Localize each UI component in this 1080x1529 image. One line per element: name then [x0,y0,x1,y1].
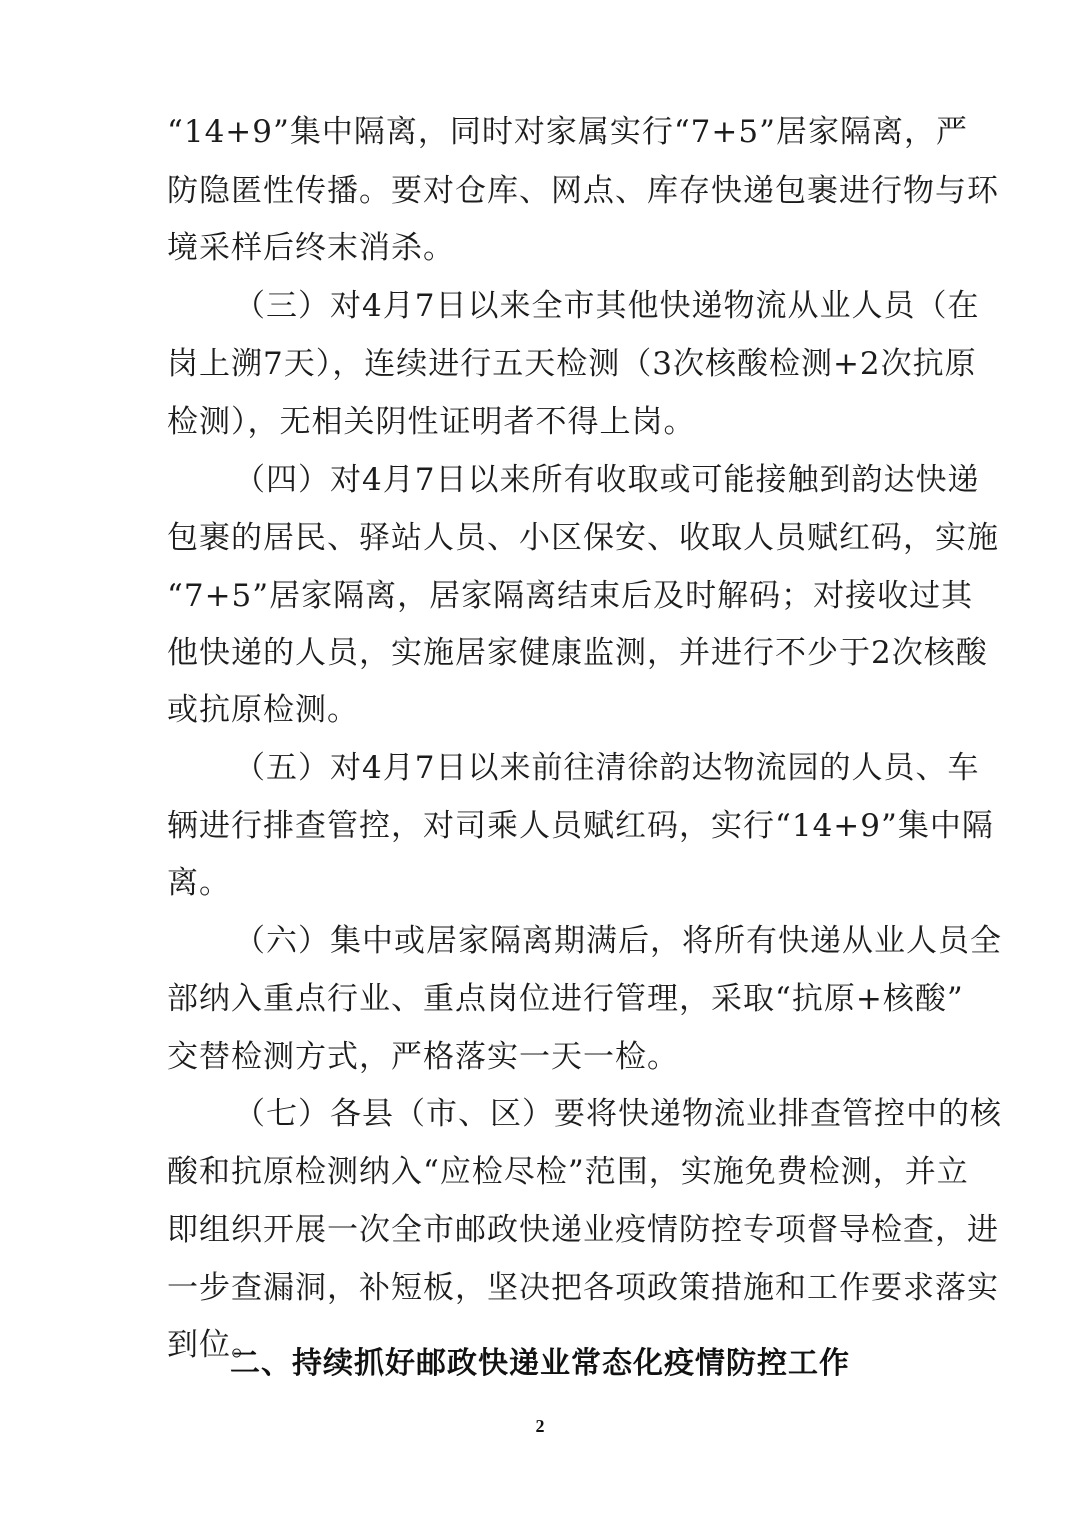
paragraph-line: 辆进行排查管控，对司乘人员赋红码，实行“14+9”集中隔 [167,808,994,844]
paragraph-line: 即组织开展一次全市邮政快递业疫情防控专项督导检查，进 [167,1212,999,1248]
paragraph-line: “7+5”居家隔离，居家隔离结束后及时解码；对接收过其 [167,578,974,614]
paragraph-line: 交替检测方式，严格落实一天一检。 [167,1039,679,1075]
paragraph-line: 包裹的居民、驿站人员、小区保安、收取人员赋红码，实施 [167,520,999,556]
paragraph-line: （六）集中或居家隔离期满后，将所有快递从业人员全 [234,923,1002,959]
paragraph-line: 一步查漏洞，补短板，坚决把各项政策措施和工作要求落实 [167,1270,999,1306]
paragraph-line: 部纳入重点行业、重点岗位进行管理，采取“抗原+核酸” [167,981,964,1017]
paragraph-line: （三）对4月7日以来全市其他快递物流从业人员（在 [234,288,980,324]
section-heading: 二、持续抓好邮政快递业常态化疫情防控工作 [230,1346,850,1381]
paragraph-line: 酸和抗原检测纳入“应检尽检”范围，实施免费检测，并立 [167,1154,969,1190]
page-number: 2 [535,1416,545,1436]
paragraph-line: 防隐匿性传播。要对仓库、网点、库存快递包裹进行物与环 [167,173,999,209]
paragraph-line: “14+9”集中隔离，同时对家属实行“7+5”居家隔离，严 [167,114,968,150]
paragraph-line: （七）各县（市、区）要将快递物流业排查管控中的核 [234,1096,1002,1132]
paragraph-line: 或抗原检测。 [167,692,359,728]
paragraph-line: 岗上溯7天），连续进行五天检测（3次核酸检测+2次抗原 [167,346,977,382]
paragraph-line: 离。 [167,865,231,901]
paragraph-line: 到位。 [167,1327,263,1363]
paragraph-line: （四）对4月7日以来所有收取或可能接触到韵达快递 [234,462,980,498]
paragraph-line: 他快递的人员，实施居家健康监测，并进行不少于2次核酸 [167,635,988,671]
paragraph-line: （五）对4月7日以来前往清徐韵达物流园的人员、车 [234,750,980,786]
paragraph-line: 检测），无相关阴性证明者不得上岗。 [167,404,696,440]
paragraph-line: 境采样后终末消杀。 [167,230,455,266]
